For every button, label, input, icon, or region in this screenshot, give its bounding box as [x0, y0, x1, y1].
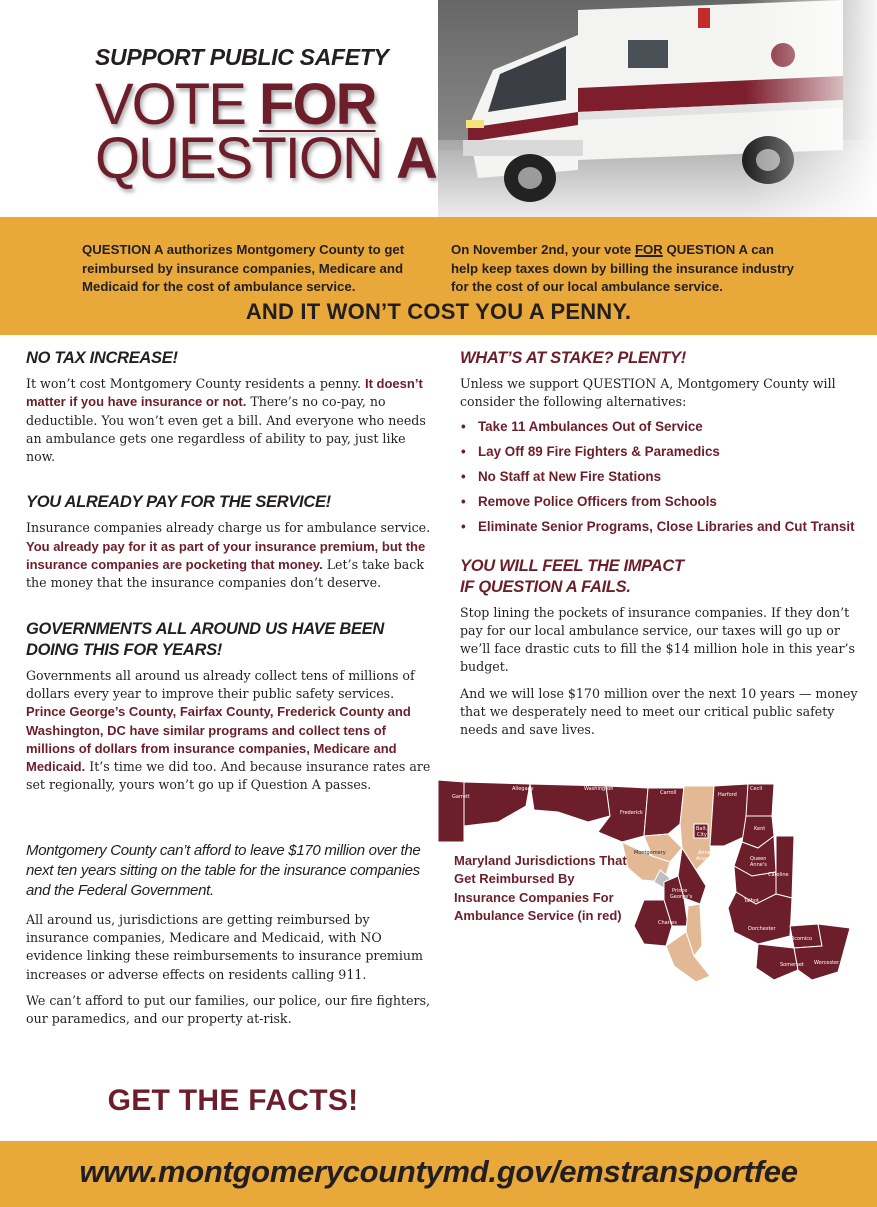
footer-url[interactable]: www.montgomerycountymd.gov/emstransportfee: [79, 1154, 798, 1189]
map-label: City: [697, 832, 707, 838]
text: Insurance companies already charge us for ambulance service.: [26, 520, 431, 536]
list-item: [460, 518, 860, 536]
ambulance-photo: [438, 0, 877, 217]
band-right-text: [451, 241, 796, 297]
paragraph-jurisdictions: All around us, jurisdictions are getting reimbursed by insurance companies, Medicare and Medicaid, with NO evidence linking these reimbursements to insurance premium increases or adverse effects on residents calling 911.: [26, 911, 423, 982]
paragraph-no-tax: [26, 375, 436, 466]
map-label: Anne: [698, 850, 711, 856]
headline-vote: VOTE: [95, 72, 245, 137]
map-label: Talbot: [744, 898, 759, 904]
map-label: Kent: [754, 826, 766, 832]
left-column: [26, 348, 436, 1045]
heading-already-pay: YOU ALREADY PAY FOR THE SERVICE!: [26, 493, 331, 512]
paragraph-lose-170m: And we will lose $170 million over the next 10 years — money that we desperately need to meet our critical public safety needs and save lives.: [460, 685, 858, 738]
heading-governments: GOVERNMENTS ALL AROUND US HAVE BEEN DOING THIS FOR YEARS!: [26, 619, 385, 659]
text: Governments all around us already collect tens of millions of dollars every year to improve their public safety services.: [26, 667, 415, 701]
map-label: Garrett: [452, 794, 470, 800]
headline-letter: A: [396, 126, 436, 191]
map-label: Wicomico: [788, 936, 813, 942]
list-item-text: Lay Off 89 Fire Fighters & Paramedics: [478, 443, 720, 459]
list-item-text: Remove Police Officers from Schools: [478, 493, 717, 509]
map-label: Prince: [672, 888, 688, 894]
header: [0, 0, 877, 217]
list-item: [460, 493, 860, 511]
headline-for: FOR: [259, 72, 376, 137]
map-label: Montgomery: [634, 850, 666, 856]
map-label: Queen: [750, 856, 767, 862]
list-item: [460, 468, 860, 486]
paragraph-already-pay: [26, 519, 436, 592]
footer: [0, 1141, 877, 1207]
map-label: Carroll: [660, 790, 677, 796]
paragraph-governments: [26, 667, 436, 795]
tagline: AND IT WON’T COST YOU A PENNY.: [245, 299, 632, 324]
band-right-for: FOR: [634, 242, 663, 257]
headline-question: QUESTION: [95, 126, 382, 191]
list-item-text: No Staff at New Fire Stations: [478, 468, 662, 484]
map-label: Washington: [584, 786, 614, 792]
band-right-post: QUESTION A can help keep taxes down by billing the insurance industry for the cost of our local ambulance service.: [451, 242, 794, 294]
map-label: Frederick: [620, 810, 643, 816]
region-st-marys: [666, 932, 710, 982]
map-label: George's: [670, 894, 693, 900]
list-item-text: Take 11 Ambulances Out of Service: [478, 418, 703, 434]
region-garrett: [438, 780, 464, 842]
text: It won’t cost Montgomery County residents a penny.: [26, 376, 365, 391]
heading-impact-line-2: IF QUESTION A FAILS.: [460, 577, 631, 596]
heading-whats-at-stake: WHAT’S AT STAKE? PLENTY!: [460, 349, 686, 367]
headline-line-2: [95, 126, 436, 191]
text: It’s time we did too. And because insurance rates are set regionally, yours won’t go up if Question A passes.: [26, 759, 431, 793]
bullet: •: [461, 518, 466, 534]
heading-impact-line-1: YOU WILL FEEL THE IMPACT: [460, 556, 684, 575]
list-item-text: Eliminate Senior Programs, Close Libraries and Cut Transit: [478, 518, 855, 534]
region-caroline: [776, 836, 794, 898]
band-left-text: QUESTION A authorizes Montgomery County to get reimbursed by insurance companies, Medicare and Medicaid for the cost of ambulance service.: [82, 242, 405, 294]
bullet: •: [461, 418, 466, 434]
text: There’s no co-pay, no deductible. You won’t even get a bill. And everyone who needs an ambulance gets one regardless of ability to pay, just like now.: [26, 394, 426, 465]
heading-impact: [460, 556, 860, 598]
alternatives-list: [460, 418, 860, 536]
band-right-pre: On November 2nd, your vote: [451, 242, 635, 257]
paragraph-families: We can’t afford to put our families, our police, our fire fighters, our paramedics, and our property at-risk.: [26, 992, 431, 1027]
highlight-text: It doesn’t matter if you have insurance or not.: [26, 376, 423, 410]
pull-quote: Montgomery County can’t afford to leave $170 million over the next ten years sitting on the table for the insurance companies and the Federal Government.: [26, 841, 421, 899]
heading-no-tax: NO TAX INCREASE!: [26, 349, 178, 367]
list-item: [460, 443, 860, 461]
intro-band: [0, 217, 877, 335]
map-label: Balt.: [696, 826, 708, 832]
map-label: Anne's: [750, 862, 767, 868]
map-label: Dorchester: [748, 926, 776, 932]
highlight-text: Prince George’s County, Fairfax County, Frederick County and Washington, DC have similar programs and collect tens of millions of dollars from insurance companies, Medicare and Medicaid.: [26, 704, 411, 775]
map-label: Worcester: [814, 960, 840, 966]
map-label: Caroline: [768, 872, 789, 878]
bullet: •: [461, 443, 466, 459]
bullet: •: [461, 468, 466, 484]
map-label: Allegany: [512, 786, 534, 792]
ambulance-illustration: [438, 0, 877, 217]
map-label: Arundel: [696, 856, 716, 862]
text: Let’s take back the money that the insurance companies don’t deserve.: [26, 557, 424, 591]
map-label: Harford: [718, 792, 737, 798]
paragraph-stake-intro: Unless we support QUESTION A, Montgomery County will consider the following alternatives:: [460, 376, 836, 410]
map-label: Somerset: [780, 962, 804, 968]
highlight-text: You already pay for it as part of your insurance premium, but the insurance companies are pocketing that money.: [26, 538, 426, 573]
list-item: [460, 418, 860, 436]
map-label: Charles: [658, 920, 677, 926]
map-caption: Maryland Jurisdictions That Get Reimbursed By Insurance Companies For Ambulance Service (in red): [454, 853, 627, 924]
right-column: [460, 348, 860, 756]
get-the-facts: GET THE FACTS!: [107, 1084, 359, 1117]
map-label: Cecil: [750, 786, 763, 792]
kicker: SUPPORT PUBLIC SAFETY: [95, 44, 389, 70]
bullet: •: [461, 493, 466, 509]
paragraph-impact: Stop lining the pockets of insurance companies. If they don’t pay for our local ambulance service, our taxes will go up or we’ll face drastic cuts to fill the $14 million hole in this year’s budget.: [460, 604, 855, 675]
